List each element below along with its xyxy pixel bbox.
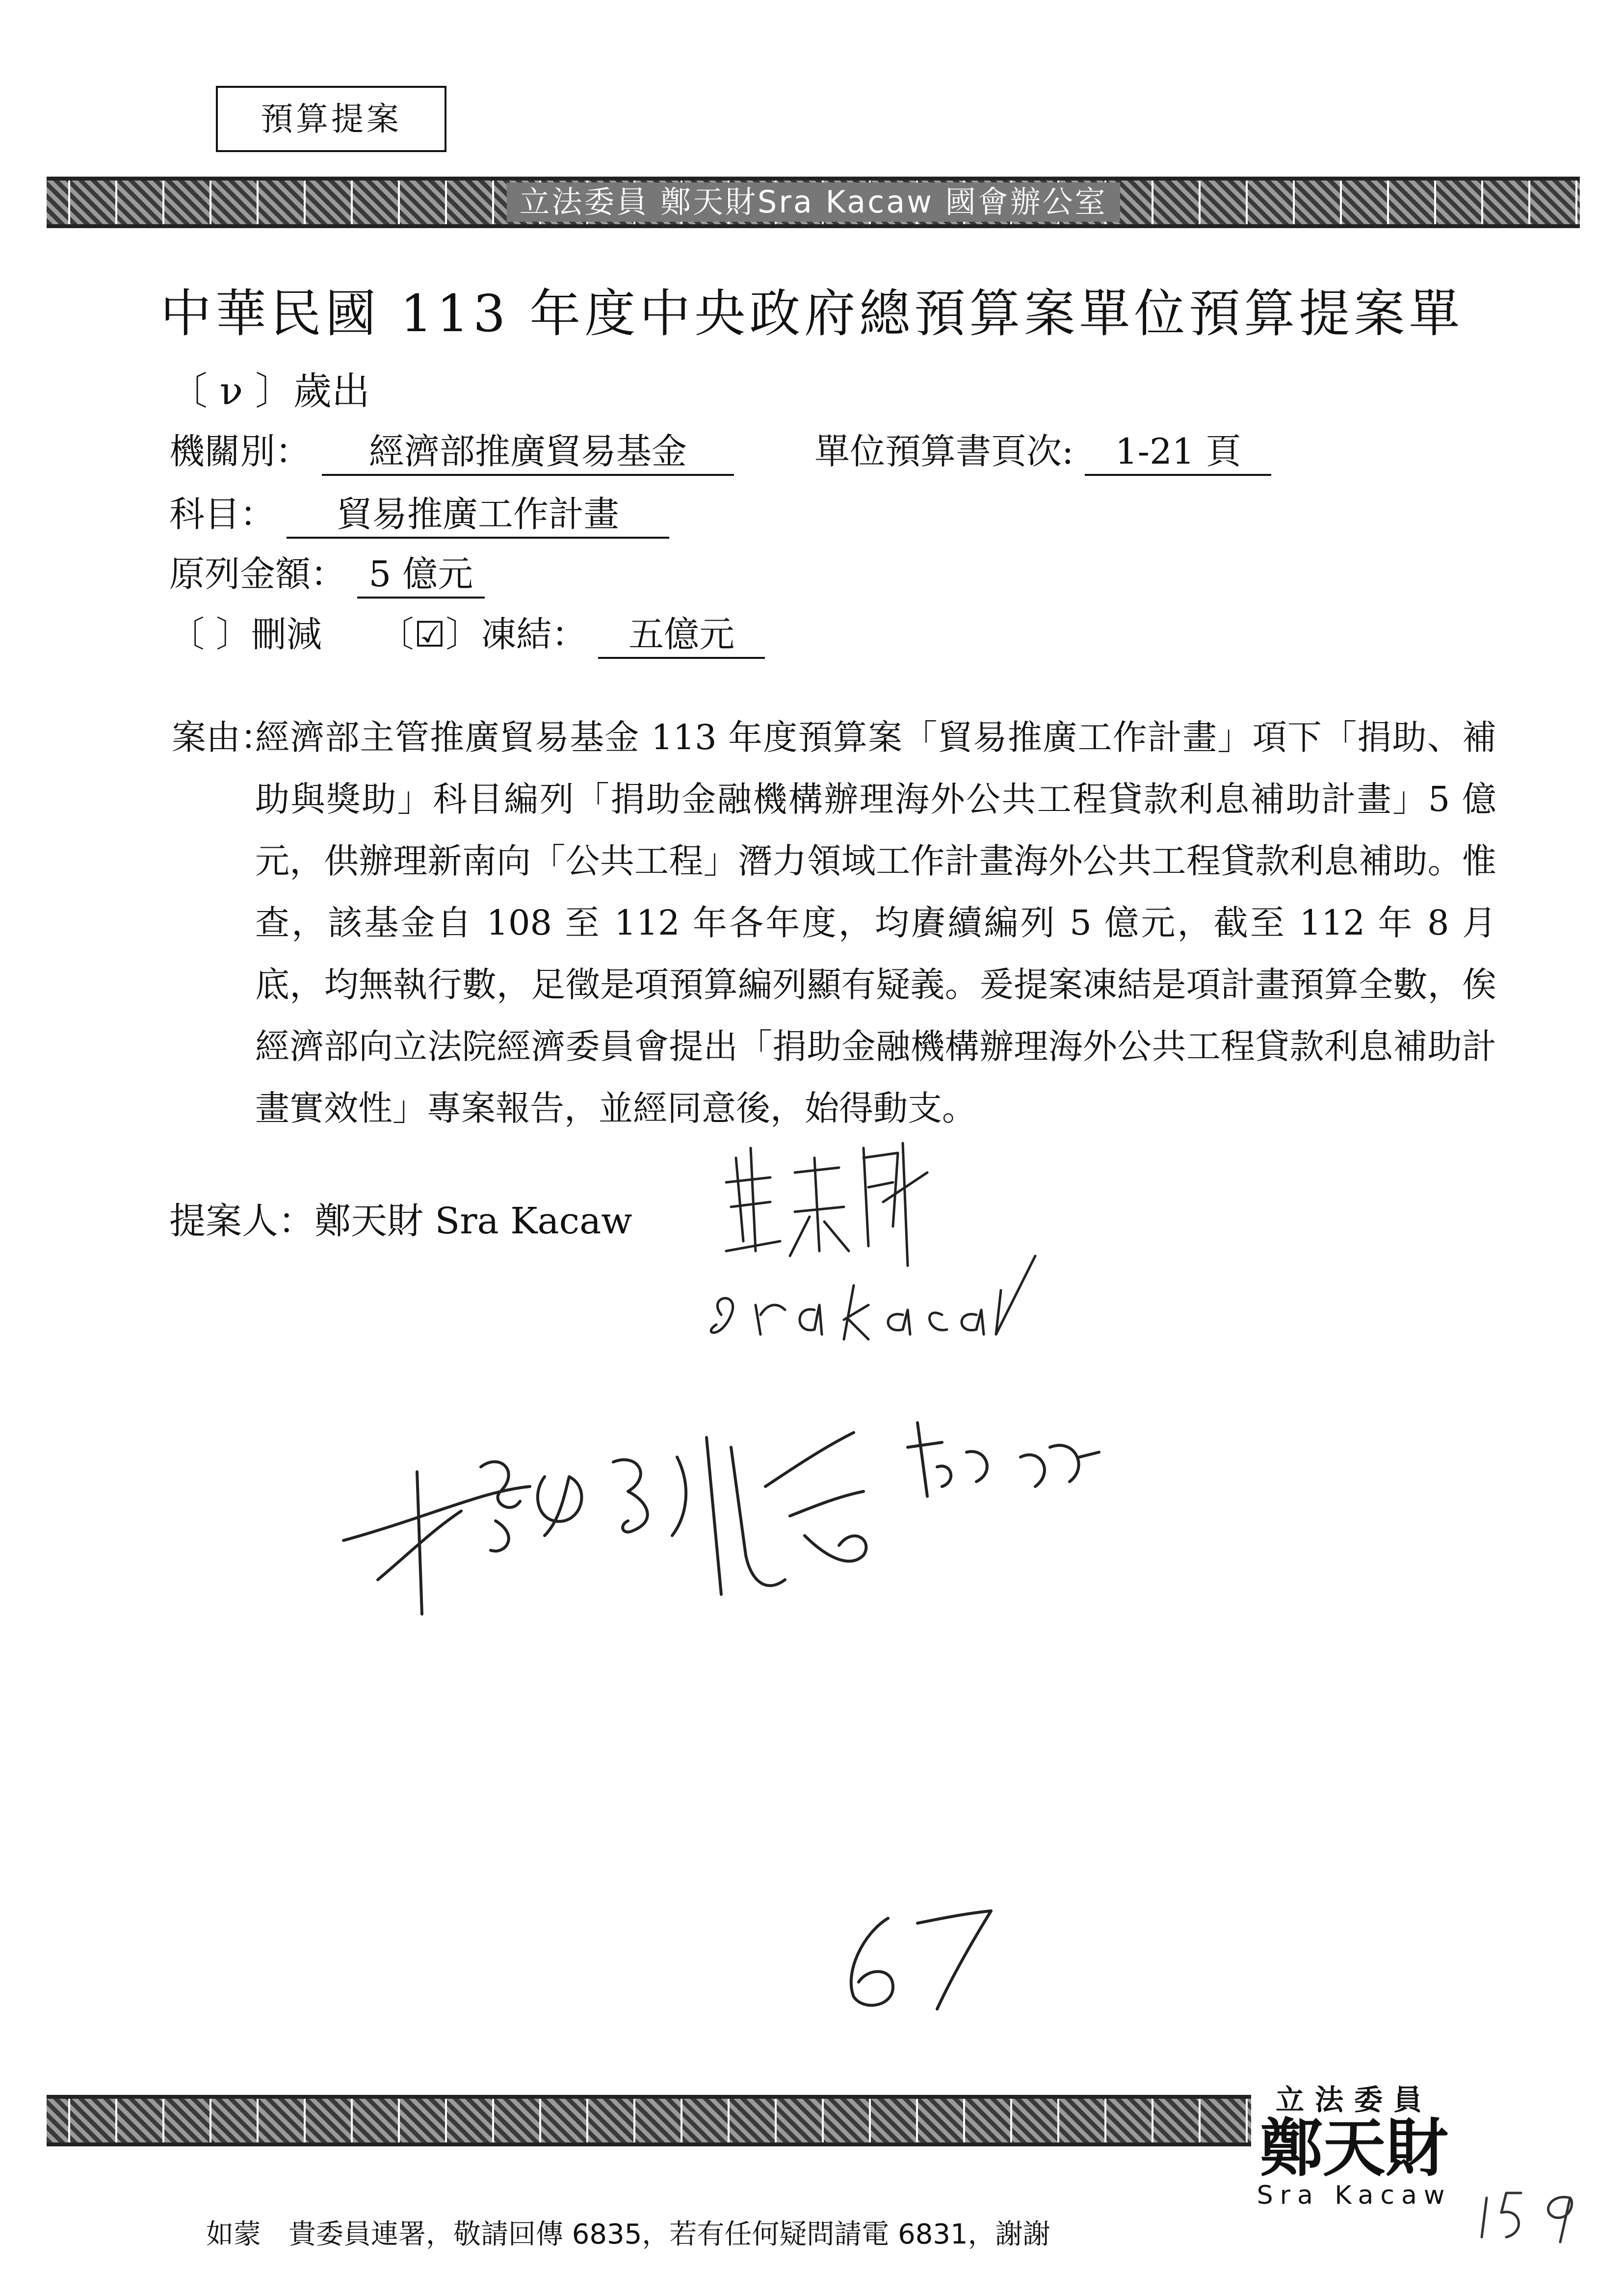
cosigner-signature <box>334 1408 1168 1634</box>
agency-row <box>169 423 734 476</box>
page-ref-label: 單位預算書頁次: <box>814 431 1074 472</box>
freeze-amount: 五億元 <box>598 606 765 659</box>
logo-line1: 立法委員 <box>1275 2083 1433 2116</box>
subject-label: 科目： <box>169 494 276 535</box>
office-banner <box>47 177 1580 228</box>
proposer-signature <box>697 1128 1089 1374</box>
action-row <box>169 606 765 659</box>
logo-line3: Sra Kacaw <box>1257 2181 1452 2210</box>
action-cut: 〔 〕刪減 <box>169 614 322 655</box>
footer-banner <box>47 2095 1401 2146</box>
original-amount-row <box>169 546 485 599</box>
agency-label: 機關別： <box>169 431 311 472</box>
category-mark: 〔 ν 〕歲出 <box>169 369 370 414</box>
logo-line2: 鄭天財 <box>1259 2112 1448 2185</box>
reason-block <box>172 706 1496 1139</box>
footer-note: 如蒙 貴委員連署，敬請回傳 6835，若有任何疑問請電 6831，謝謝 <box>206 2218 1050 2250</box>
reason-label: 案由： <box>172 717 275 757</box>
handwritten-number <box>834 1904 996 2016</box>
form-title: 中華民國 113 年度中央政府總預算案單位預算提案單 <box>160 284 1464 343</box>
page-ref-value: 1-21 頁 <box>1085 423 1271 476</box>
subject-value: 貿易推廣工作計畫 <box>287 486 669 539</box>
proposer-label: 提案人：鄭天財 Sra Kacaw <box>169 1200 632 1242</box>
handwritten-page-number <box>1472 2178 1590 2247</box>
legislator-logo <box>1251 2083 1457 2210</box>
subject-row <box>169 486 669 539</box>
action-freeze: 〔☑〕凍結： <box>378 614 587 655</box>
page-ref-row <box>814 423 1271 476</box>
original-amount-value: 5 億元 <box>357 546 485 599</box>
reason-text: 經濟部主管推廣貿易基金 113 年度預算案「貿易推廣工作計畫」項下「捐助、補助與獎助」科目編列「捐助金融機構辦理海外公共工程貸款利息補助計畫」5 億元，供辦理新南向「公共工程」潛力領域工作計畫海外公共工程貸款利息補助。惟查，該基金自 108 至 112 年各年度，均賡續編列 5 億元，截至 112 年 8 月底，均無執行數，足徵是項預算編列顯有疑義。爰提案凍結是項計畫預算全數，俟經濟部向立法院經濟委員會提出「捐助金融機構辦理海外公共工程貸款利息補助計畫實效性」專案報告，並經同意後，始得動支。 <box>255 717 1496 1128</box>
office-banner-label: 立法委員 鄭天財Sra Kacaw 國會辦公室 <box>506 183 1120 222</box>
agency-value: 經濟部推廣貿易基金 <box>322 423 734 476</box>
original-amount-label: 原列金額： <box>169 553 346 595</box>
proposal-tag: 預算提案 <box>216 86 446 152</box>
